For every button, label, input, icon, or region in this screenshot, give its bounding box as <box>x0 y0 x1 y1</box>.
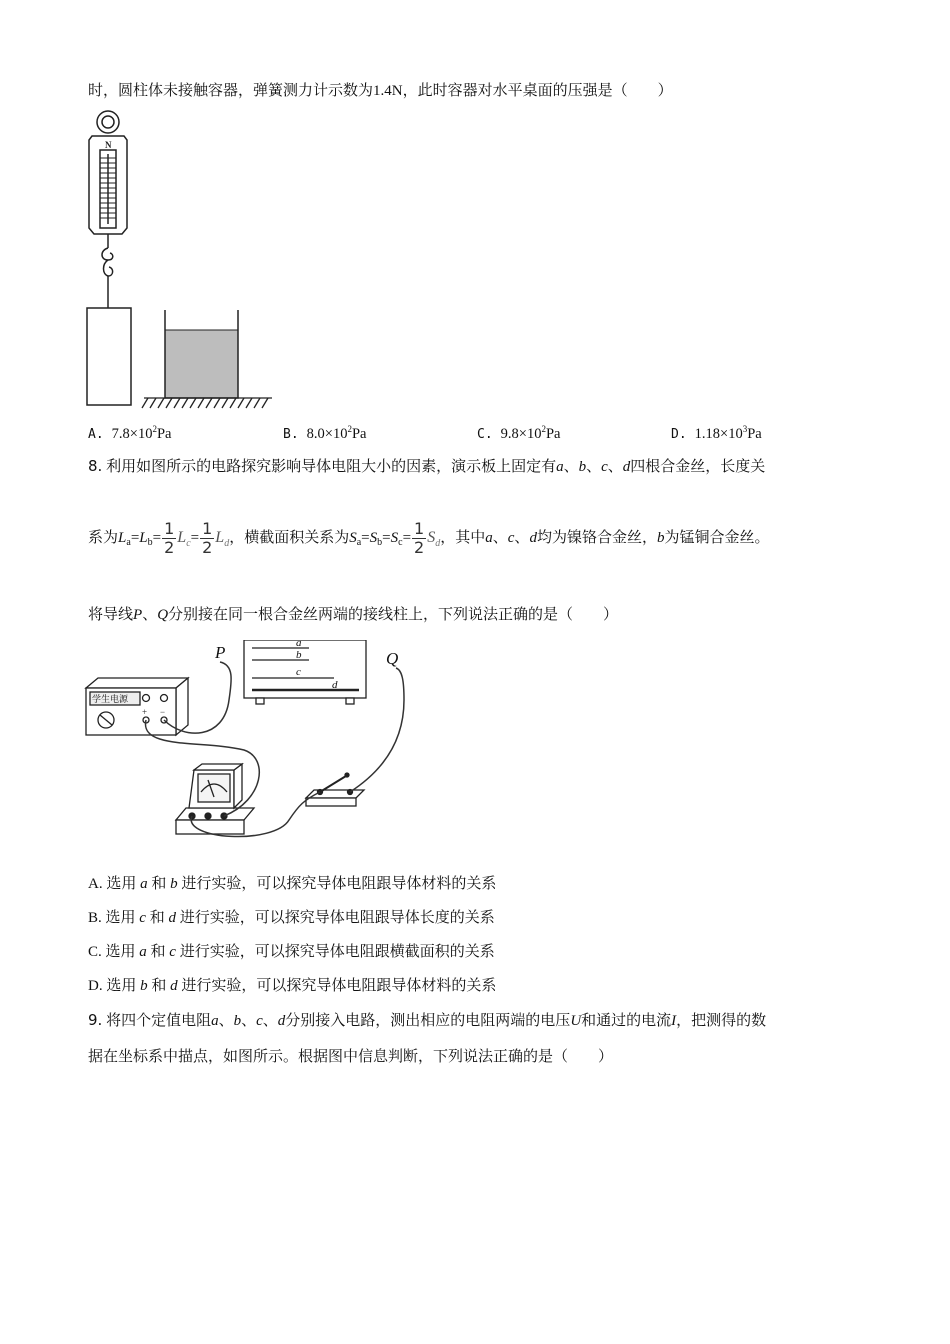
q8-number: 8. <box>88 457 103 475</box>
svg-text:+: + <box>142 707 148 717</box>
switch <box>306 773 364 806</box>
q9-stem-line2: 据在坐标系中描点，如图所示。根据图中信息判断，下列说法正确的是（ ） <box>88 1049 614 1065</box>
q9-number: 9. <box>88 1011 103 1029</box>
demo-board <box>244 640 366 704</box>
q8-stem-line2: 系为$L_a=L_b=$ $\frac{1}{2}$ $L_c=$ $\frac{1}{2}$ $L_d$，横截面积关系为$S_a=S_b=S_c=$ $\frac{1}{2}$ $S_d$，其中a、c、d均为镍铬合金丝，b为锰铜合金丝。 <box>88 519 770 558</box>
svg-text:−: − <box>160 707 166 717</box>
container <box>165 310 238 398</box>
q8-stem-line3: 将导线P、Q分别接在同一根合金丝两端的接线柱上，下列说法正确的是（ ） <box>88 607 619 623</box>
cylinder <box>87 308 131 405</box>
fraction-half: $\frac{1}{2}$ <box>164 519 175 558</box>
ammeter <box>176 764 254 834</box>
wire-label-c: c <box>296 666 301 678</box>
q8-option-d[interactable]: D. 选用 b 和 d 进行实验，可以探究导体电阻跟导体材料的关系 <box>88 978 497 994</box>
q8-option-a[interactable]: A. 选用 a 和 b 进行实验，可以探究导体电阻跟导体材料的关系 <box>88 876 497 892</box>
q7-option-a[interactable]: A. $7.8\times 10^2Pa$ <box>88 424 172 442</box>
q7-stem-tail: 时，圆柱体未接触容器，弹簧测力计示数为1.4N，此时容器对水平桌面的压强是（ ） <box>88 83 673 99</box>
scale-unit-n: N <box>105 140 112 150</box>
fraction-half: $\frac{1}{2}$ <box>202 519 213 558</box>
q7-option-b[interactable]: B. $8.0\times 10^2Pa$ <box>283 424 367 442</box>
q8-option-b[interactable]: B. 选用 c 和 d 进行实验，可以探究导体电阻跟导体长度的关系 <box>88 910 495 926</box>
wire-label-b: b <box>296 649 302 661</box>
q7-option-d[interactable]: D. $1.18\times 10^3Pa$ <box>671 424 762 442</box>
q8-option-c[interactable]: C. 选用 a 和 c 进行实验，可以探究导体电阻跟横截面积的关系 <box>88 944 495 960</box>
lead-label-q: Q <box>386 649 399 668</box>
table-surface <box>142 398 272 408</box>
q8-stem-line1: 8. 利用如图所示的电路探究影响导体电阻大小的因素，演示板上固定有a、b、c、d四根合金丝，长度关 <box>88 457 766 475</box>
wire-label-d: d <box>332 679 338 691</box>
q7-option-c[interactable]: C. $9.8\times 10^2Pa$ <box>477 424 561 442</box>
lead-label-p: P <box>215 643 226 662</box>
q8-circuit-figure <box>84 640 424 845</box>
fraction-half: $\frac{1}{2}$ <box>414 519 425 558</box>
wire-label-a: a <box>296 640 302 649</box>
q7-figure <box>82 108 277 413</box>
power-supply-label: 学生电源 <box>92 694 129 704</box>
q9-stem-line1: 9. 将四个定值电阻a、b、c、d分别接入电路，测出相应的电阻两端的电压U和通过的电流I，把测得的数 <box>88 1011 767 1029</box>
